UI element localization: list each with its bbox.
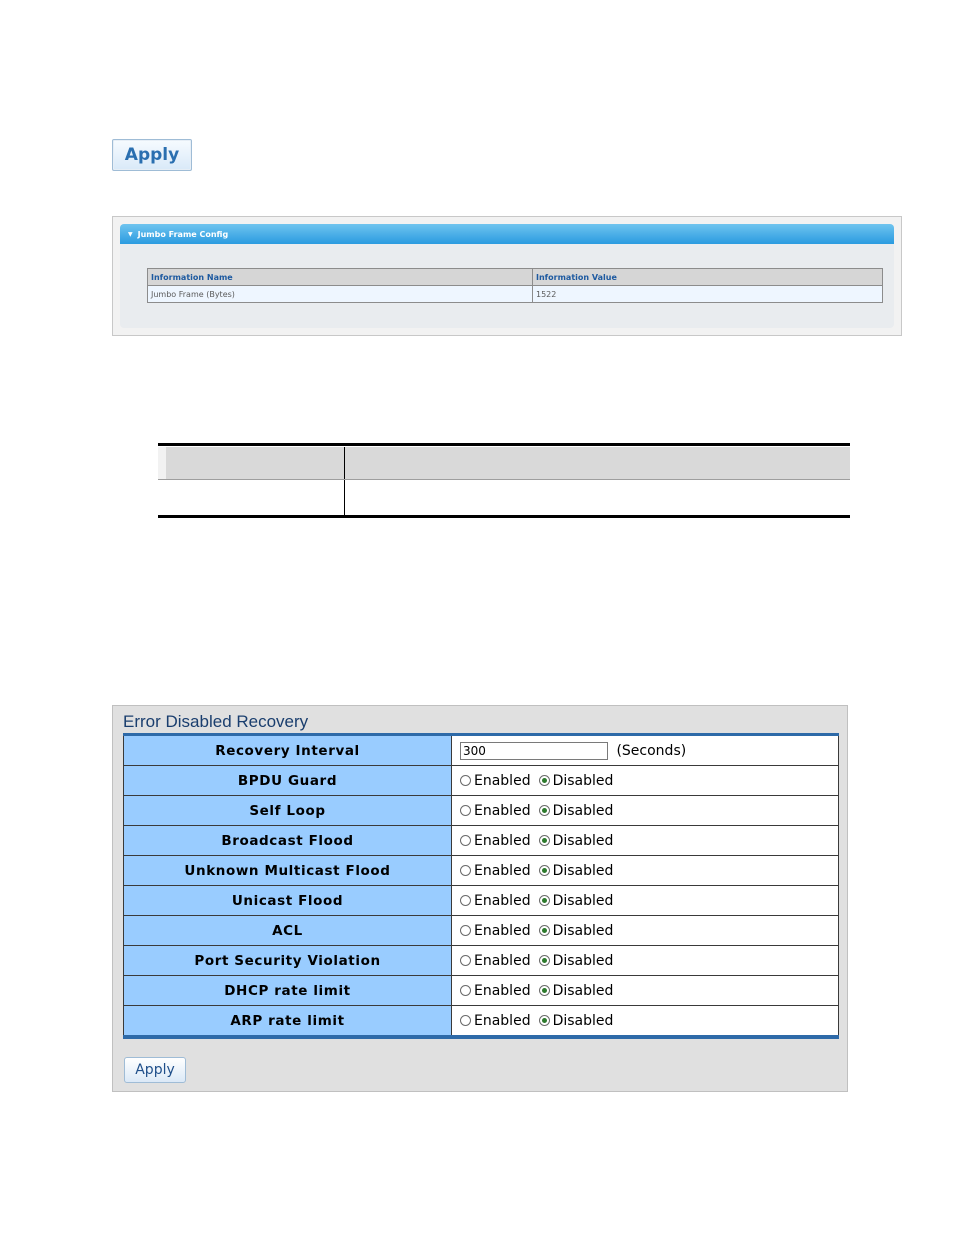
recovery-interval-cell (452, 735, 839, 766)
bpdu-guard-label: BPDU Guard (124, 766, 452, 796)
bpdu-guard-disabled-radio[interactable] (539, 775, 550, 786)
column-header-information-value: Information Value (533, 269, 883, 286)
port-security-violation-disabled-radio[interactable] (539, 955, 550, 966)
acl-label: ACL (124, 916, 452, 946)
apply-button[interactable]: Apply (124, 1057, 186, 1083)
table-bottom-rule (158, 515, 850, 518)
unicast-flood-enabled-radio[interactable] (460, 895, 471, 906)
port-security-violation-enabled-label[interactable]: Enabled (474, 952, 531, 969)
broadcast-flood-disabled-radio[interactable] (539, 835, 550, 846)
dhcp-rate-limit-label: DHCP rate limit (124, 976, 452, 1006)
acl-value-cell (452, 916, 839, 946)
arp-rate-limit-disabled-label[interactable]: Disabled (552, 1012, 614, 1029)
dhcp-rate-limit-disabled-radio[interactable] (539, 985, 550, 996)
unicast-flood-value-cell (452, 886, 839, 916)
table-row-unicast-flood (124, 886, 839, 916)
header-lead-cell (158, 447, 166, 479)
arp-rate-limit-value-cell (452, 1006, 839, 1038)
dhcp-rate-limit-enabled-label[interactable]: Enabled (474, 982, 531, 999)
unicast-flood-disabled-radio[interactable] (539, 895, 550, 906)
self-loop-value-cell (452, 796, 839, 826)
table-row-acl (124, 916, 839, 946)
column-divider (344, 447, 345, 516)
recovery-interval-unit: (Seconds) (616, 742, 687, 759)
dhcp-rate-limit-radio-group (460, 983, 838, 999)
table-top-rule (158, 443, 850, 446)
header-divider (158, 479, 850, 480)
self-loop-enabled-radio[interactable] (460, 805, 471, 816)
broadcast-flood-value-cell (452, 826, 839, 856)
apply-button-top[interactable]: Apply (112, 139, 192, 171)
unknown-multicast-flood-enabled-radio[interactable] (460, 865, 471, 876)
table-row-self-loop (124, 796, 839, 826)
panel-title: Error Disabled Recovery (123, 712, 309, 731)
bpdu-guard-disabled-label[interactable]: Disabled (552, 772, 614, 789)
error-disabled-recovery-table (123, 733, 839, 1039)
acl-enabled-label[interactable]: Enabled (474, 922, 531, 939)
unicast-flood-radio-group (460, 893, 838, 909)
unknown-multicast-flood-value-cell (452, 856, 839, 886)
table-row (148, 286, 883, 303)
unknown-multicast-flood-disabled-radio[interactable] (539, 865, 550, 876)
port-security-violation-value-cell (452, 946, 839, 976)
arp-rate-limit-enabled-label[interactable]: Enabled (474, 1012, 531, 1029)
bpdu-guard-radio-group (460, 773, 838, 789)
unicast-flood-label: Unicast Flood (124, 886, 452, 916)
acl-enabled-radio[interactable] (460, 925, 471, 936)
dhcp-rate-limit-value-cell (452, 976, 839, 1006)
arp-rate-limit-radio-group (460, 1013, 838, 1029)
self-loop-label: Self Loop (124, 796, 452, 826)
port-security-violation-label: Port Security Violation (124, 946, 452, 976)
description-table (158, 443, 850, 520)
dhcp-rate-limit-enabled-radio[interactable] (460, 985, 471, 996)
self-loop-disabled-radio[interactable] (539, 805, 550, 816)
self-loop-disabled-label[interactable]: Disabled (552, 802, 614, 819)
self-loop-enabled-label[interactable]: Enabled (474, 802, 531, 819)
port-security-violation-radio-group (460, 953, 838, 969)
jumbo-frame-name-cell: Jumbo Frame (Bytes) (148, 286, 533, 303)
jumbo-frame-table (147, 268, 883, 303)
broadcast-flood-label: Broadcast Flood (124, 826, 452, 856)
description-table-header (158, 447, 850, 479)
jumbo-frame-value-cell: 1522 (533, 286, 883, 303)
jumbo-frame-panel-body (120, 224, 894, 328)
jumbo-frame-panel-title: Jumbo Frame Config (137, 229, 229, 239)
arp-rate-limit-disabled-radio[interactable] (539, 1015, 550, 1026)
collapse-triangle-icon[interactable]: ▼ (128, 230, 133, 238)
broadcast-flood-disabled-label[interactable]: Disabled (552, 832, 614, 849)
port-security-violation-disabled-label[interactable]: Disabled (552, 952, 614, 969)
self-loop-radio-group (460, 803, 838, 819)
broadcast-flood-radio-group (460, 833, 838, 849)
dhcp-rate-limit-disabled-label[interactable]: Disabled (552, 982, 614, 999)
broadcast-flood-enabled-label[interactable]: Enabled (474, 832, 531, 849)
unknown-multicast-flood-disabled-label[interactable]: Disabled (552, 862, 614, 879)
table-row-bpdu-guard (124, 766, 839, 796)
unknown-multicast-flood-enabled-label[interactable]: Enabled (474, 862, 531, 879)
acl-radio-group (460, 923, 838, 939)
column-header-information-name: Information Name (148, 269, 533, 286)
error-disabled-recovery-panel (112, 705, 848, 1092)
jumbo-frame-panel-header[interactable] (120, 224, 894, 244)
recovery-interval-input[interactable] (460, 742, 608, 760)
bpdu-guard-enabled-radio[interactable] (460, 775, 471, 786)
table-row-port-security-violation (124, 946, 839, 976)
acl-disabled-label[interactable]: Disabled (552, 922, 614, 939)
table-row-arp-rate-limit (124, 1006, 839, 1038)
unknown-multicast-flood-label: Unknown Multicast Flood (124, 856, 452, 886)
bpdu-guard-value-cell (452, 766, 839, 796)
broadcast-flood-enabled-radio[interactable] (460, 835, 471, 846)
table-row-dhcp-rate-limit (124, 976, 839, 1006)
acl-disabled-radio[interactable] (539, 925, 550, 936)
arp-rate-limit-enabled-radio[interactable] (460, 1015, 471, 1026)
table-row-broadcast-flood (124, 826, 839, 856)
unicast-flood-disabled-label[interactable]: Disabled (552, 892, 614, 909)
table-row-unknown-multicast-flood (124, 856, 839, 886)
bpdu-guard-enabled-label[interactable]: Enabled (474, 772, 531, 789)
arp-rate-limit-label: ARP rate limit (124, 1006, 452, 1038)
jumbo-frame-panel (112, 216, 902, 336)
table-row-recovery-interval (124, 735, 839, 766)
port-security-violation-enabled-radio[interactable] (460, 955, 471, 966)
recovery-interval-label: Recovery Interval (124, 735, 452, 766)
unicast-flood-enabled-label[interactable]: Enabled (474, 892, 531, 909)
unknown-multicast-flood-radio-group (460, 863, 838, 879)
